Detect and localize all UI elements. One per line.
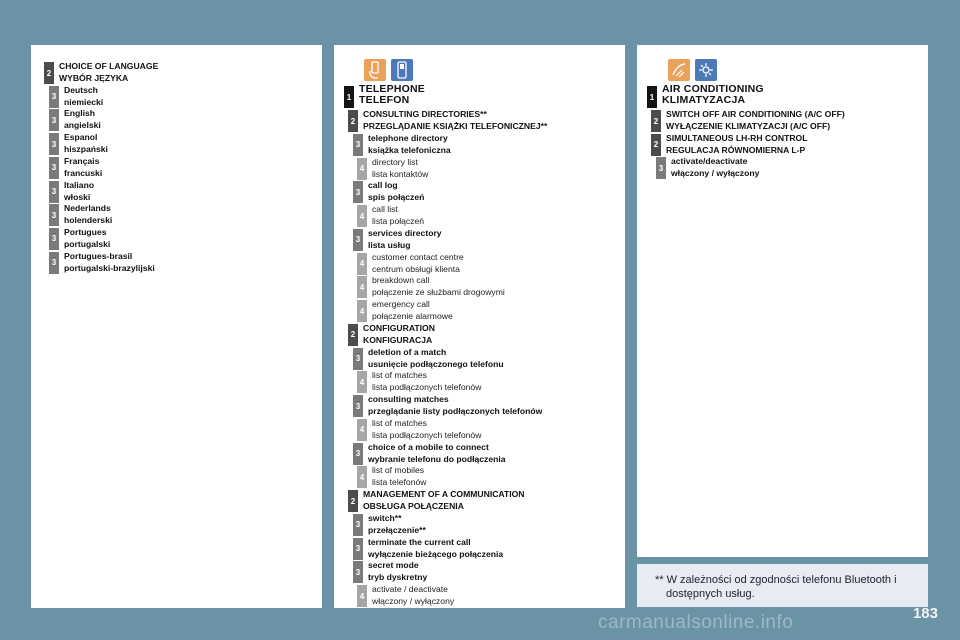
menu-entry-line: połączenie alarmowe	[372, 311, 453, 321]
menu-entry-text	[372, 464, 426, 488]
menu-entry-line: OBSŁUGA POŁĄCZENIA	[363, 501, 464, 511]
level-badge: 4	[357, 585, 367, 607]
menu-entry-text	[363, 322, 435, 346]
menu-entry-text	[372, 417, 481, 441]
menu-entry-level-3	[49, 84, 103, 108]
menu-entry-line: włoski	[64, 191, 91, 202]
menu-entry-text	[64, 131, 108, 155]
menu-entry-text	[662, 84, 764, 106]
menu-entry-text	[372, 156, 428, 180]
menu-entry-line: Nederlands	[64, 203, 111, 214]
menu-entry-text	[64, 250, 155, 274]
menu-entry-line: lista podłączonych telefonów	[372, 429, 482, 440]
level-badge: 3	[353, 348, 363, 370]
menu-entry-line: CONSULTING DIRECTORIES**	[363, 109, 487, 119]
level-badge: 1	[344, 86, 354, 108]
menu-entry-text	[363, 488, 525, 512]
level-badge: 3	[49, 181, 59, 203]
menu-entry-text	[372, 251, 464, 275]
menu-entry-line: choice of a mobile to connect	[368, 441, 489, 452]
level-badge: 3	[353, 181, 363, 203]
menu-entry-text	[368, 559, 427, 583]
menu-entry-line: francuski	[64, 167, 103, 178]
menu-entry-level-4	[357, 369, 481, 393]
menu-entry-text	[368, 346, 504, 370]
menu-entry-line: list of matches	[372, 417, 427, 428]
menu-entry-level-4	[357, 417, 481, 441]
menu-entry-line: tryb dyskretny	[368, 572, 428, 583]
menu-entry-text	[359, 84, 425, 106]
menu-entry-level-2	[651, 132, 807, 156]
menu-entry-line: lista telefonów	[372, 477, 427, 488]
menu-entry-line: directory list	[372, 156, 418, 167]
menu-entry-text	[368, 132, 451, 156]
menu-entry-level-3	[353, 536, 503, 560]
menu-entry-line: Portugues-brasil	[64, 250, 133, 261]
menu-entry-line: CONFIGURATION	[363, 322, 435, 333]
level-badge: 3	[49, 86, 59, 108]
menu-entry-line: lista połączeń	[372, 216, 425, 226]
menu-entry-line: TELEFON	[359, 94, 410, 106]
menu-entry-line: lista podłączonych telefonów	[372, 382, 482, 393]
menu-entry-level-2	[348, 488, 525, 512]
menu-entry-level-4	[357, 274, 505, 298]
menu-entry-level-2	[651, 108, 845, 132]
menu-entry-level-3	[49, 107, 101, 131]
level-badge: 3	[49, 204, 59, 226]
menu-entry-line: terminate the current call	[368, 536, 471, 547]
menu-entry-text	[372, 369, 481, 393]
level-badge: 3	[353, 229, 363, 251]
menu-entry-line: WYŁĄCZENIE KLIMATYZACJI (A/C OFF)	[666, 121, 831, 131]
level-badge: 4	[357, 300, 367, 322]
menu-entry-line: przeglądanie listy podłączonych telefonów	[368, 406, 543, 416]
menu-entry-text	[372, 583, 454, 607]
menu-entry-line: call list	[372, 204, 398, 214]
level-badge: 3	[49, 157, 59, 179]
menu-entry-text	[368, 512, 426, 536]
menu-entry-line: KONFIGURACJA	[363, 334, 433, 345]
level-badge: 4	[357, 466, 367, 488]
menu-entry-level-4	[357, 251, 464, 275]
menu-entry-level-3	[353, 179, 424, 203]
menu-entry-text	[368, 393, 542, 417]
fan-settings-icon	[695, 59, 717, 81]
level-badge: 4	[357, 253, 367, 275]
menu-entry-line: centrum obsługi klienta	[372, 263, 460, 274]
menu-entry-level-3	[49, 131, 108, 155]
menu-entry-text	[64, 155, 102, 179]
level-badge: 2	[44, 62, 54, 84]
menu-entry-line: wybranie telefonu do podłączenia	[368, 453, 506, 464]
level-badge: 3	[353, 134, 363, 156]
menu-entry-line: lista usług	[368, 239, 411, 250]
menu-entry-level-3	[353, 559, 427, 583]
menu-entry-text	[666, 132, 807, 156]
level-badge: 2	[348, 324, 358, 346]
menu-entry-level-3	[49, 226, 110, 250]
level-badge: 3	[353, 538, 363, 560]
menu-entry-text	[59, 60, 158, 84]
menu-entry-text	[372, 203, 424, 227]
menu-entry-level-3	[49, 155, 102, 179]
menu-entry-level-3	[353, 512, 426, 536]
menu-entry-line: SIMULTANEOUS LH-RH CONTROL	[666, 132, 808, 143]
menu-entry-line: lista kontaktów	[372, 168, 429, 179]
air-conditioning-icon	[668, 59, 690, 81]
menu-entry-line: Espanol	[64, 132, 98, 143]
menu-entry-line: angielski	[64, 120, 101, 131]
menu-entry-line: połączenie ze służbami drogowymi	[372, 287, 505, 298]
menu-entry-text	[368, 441, 506, 465]
menu-entry-line: Deutsch	[64, 84, 98, 95]
mobile-phone-icon	[391, 59, 413, 81]
menu-entry-line: spis połączeń	[368, 192, 425, 203]
menu-entry-line: REGULACJA RÓWNOMIERNA L-P	[666, 144, 806, 155]
level-badge: 4	[357, 276, 367, 298]
menu-entry-level-4	[357, 203, 424, 227]
menu-entry-level-4	[357, 298, 453, 322]
level-badge: 3	[353, 561, 363, 583]
level-badge: 3	[49, 228, 59, 250]
menu-entry-line: list of matches	[372, 370, 427, 381]
menu-entry-line: PRZEGLĄDANIE KSIĄŻKI TELEFONICZNEJ**	[363, 121, 548, 131]
menu-entry-text	[368, 536, 503, 560]
level-badge: 4	[357, 158, 367, 180]
menu-entry-line: włączony / wyłączony	[372, 596, 455, 606]
menu-entry-line: holenderski	[64, 215, 113, 226]
menu-entry-line: secret mode	[368, 560, 419, 571]
menu-entry-level-4	[357, 464, 426, 488]
level-badge: 4	[357, 205, 367, 227]
menu-entry-line: consulting matches	[368, 394, 449, 404]
menu-entry-level-3	[49, 202, 112, 226]
menu-entry-line: TELEPHONE	[359, 83, 425, 95]
menu-entry-line: breakdown call	[372, 275, 430, 286]
menu-entry-level-3	[49, 179, 94, 203]
menu-entry-level-1	[647, 84, 764, 108]
menu-entry-line: Portugues	[64, 226, 107, 237]
level-badge: 2	[651, 110, 661, 132]
menu-entry-level-1	[344, 84, 425, 108]
menu-entry-text	[64, 226, 110, 250]
menu-entry-line: przełączenie**	[368, 524, 426, 535]
menu-entry-line: deletion of a match	[368, 346, 447, 357]
menu-entry-level-3	[49, 250, 155, 274]
level-badge: 2	[651, 134, 661, 156]
level-badge: 2	[348, 110, 358, 132]
level-badge: 3	[353, 395, 363, 417]
menu-entry-text	[363, 108, 547, 132]
menu-entry-text	[666, 108, 845, 132]
menu-entry-level-4	[357, 156, 428, 180]
watermark: carmanualsonline.info	[598, 612, 794, 633]
menu-entry-line: services directory	[368, 227, 442, 238]
menu-entry-text	[671, 155, 759, 179]
menu-entry-line: portugalski	[64, 238, 111, 249]
menu-entry-line: English	[64, 108, 96, 119]
menu-entry-line: SWITCH OFF AIR CONDITIONING (A/C OFF)	[666, 109, 845, 119]
level-badge: 3	[656, 157, 666, 179]
menu-entry-line: list of mobiles	[372, 465, 425, 476]
menu-entry-line: niemiecki	[64, 96, 104, 107]
level-badge: 1	[647, 86, 657, 108]
menu-entry-line: MANAGEMENT OF A COMMUNICATION	[363, 489, 525, 499]
level-badge: 4	[357, 419, 367, 441]
menu-entry-level-3	[353, 346, 504, 370]
menu-entry-line: customer contact centre	[372, 251, 464, 262]
menu-entry-line: emergency call	[372, 299, 430, 309]
menu-entry-line: WYBÓR JĘZYKA	[59, 73, 129, 83]
level-badge: 3	[49, 109, 59, 131]
menu-entry-line: CHOICE OF LANGUAGE	[59, 61, 159, 71]
menu-entry-line: usunięcie podłączonego telefonu	[368, 358, 504, 369]
menu-entry-level-2	[348, 108, 547, 132]
menu-entry-text	[372, 274, 505, 298]
menu-entry-line: activate / deactivate	[372, 584, 448, 594]
menu-entry-level-3	[353, 227, 442, 251]
menu-entry-line: portugalski-brazylijski	[64, 262, 155, 273]
menu-entry-line: Français	[64, 155, 100, 166]
level-badge: 3	[353, 443, 363, 465]
menu-entry-text	[64, 84, 103, 108]
menu-entry-text	[372, 298, 453, 322]
page-number: 183	[912, 605, 938, 622]
menu-entry-line: activate/deactivate	[671, 156, 748, 166]
phone-in-hand-icon	[364, 59, 386, 81]
level-badge: 2	[348, 490, 358, 512]
menu-entry-text	[368, 227, 442, 251]
level-badge: 3	[353, 514, 363, 536]
menu-entry-text	[64, 202, 112, 226]
menu-entry-line: AIR CONDITIONING	[662, 83, 764, 95]
menu-entry-line: hiszpański	[64, 144, 108, 155]
level-badge: 3	[49, 133, 59, 155]
menu-entry-text	[368, 179, 424, 203]
menu-entry-line: Italiano	[64, 179, 95, 190]
menu-entry-line: włączony / wyłączony	[671, 168, 760, 178]
menu-entry-line: call log	[368, 180, 398, 191]
menu-entry-line: switch**	[368, 512, 402, 523]
footnote-text: ** W zależności od zgodności telefonu Bluetooth i dostępnych usług.	[655, 574, 897, 600]
level-badge: 4	[357, 371, 367, 393]
menu-entry-line: KLIMATYZACJA	[662, 94, 746, 106]
menu-entry-line: wyłączenie bieżącego połączenia	[368, 548, 504, 559]
menu-entry-level-3	[353, 132, 451, 156]
menu-entry-level-2	[348, 322, 435, 346]
footnote-box	[637, 564, 928, 607]
menu-entry-level-3	[656, 155, 759, 179]
menu-entry-level-4	[357, 583, 454, 607]
menu-entry-line: książka telefoniczna	[368, 144, 451, 155]
menu-entry-level-3	[353, 393, 542, 417]
menu-entry-level-3	[353, 441, 506, 465]
level-badge: 3	[49, 252, 59, 274]
menu-entry-text	[64, 107, 101, 131]
menu-entry-text	[64, 179, 94, 203]
menu-entry-level-2	[44, 60, 158, 84]
menu-entry-line: telephone directory	[368, 132, 448, 143]
